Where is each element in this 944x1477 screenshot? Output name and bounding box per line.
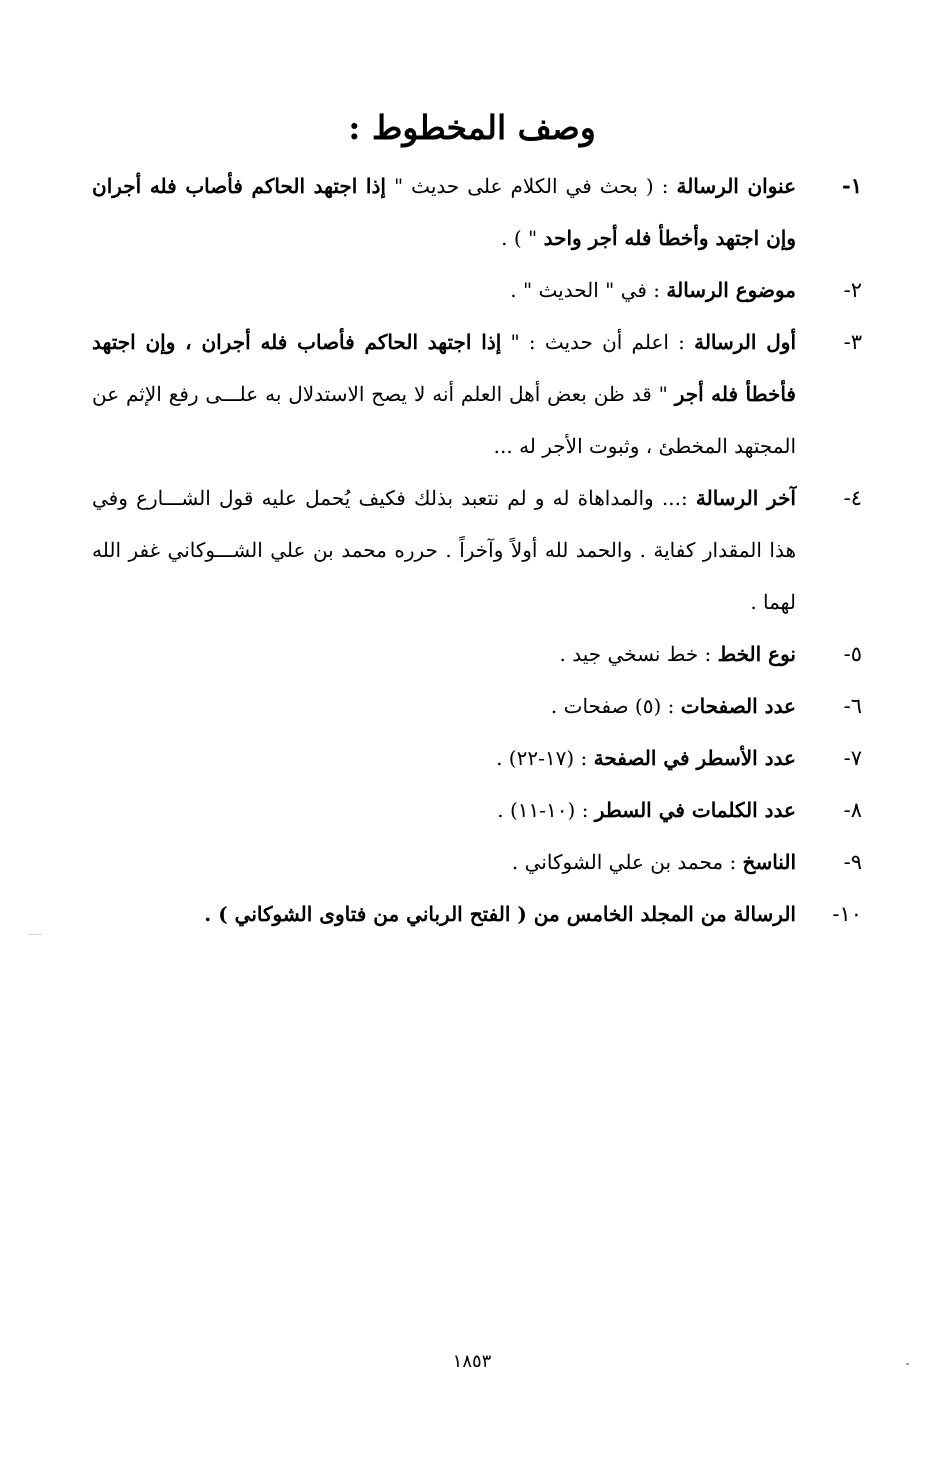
item-label: الناسخ: [742, 850, 796, 874]
list-item-words-per-line: [92, 784, 862, 836]
item-text: :... والمداهاة له و لم نتعبد بذلك فكيف يُحمل عليه قول الشـــارع وفي هذا المقدار كفاية . والحمد لله أولاً وآخراً . حرره محمد بن علي الشـــوكاني غفر الله لهما .: [92, 486, 796, 614]
item-number: ٤-: [843, 486, 862, 510]
scan-speck: [28, 934, 42, 935]
item-number: ١-: [842, 173, 862, 198]
item-text: : (١٠-١١) .: [497, 798, 595, 822]
item-text: : (١٧-٢٢) .: [496, 746, 594, 770]
item-label: الرسالة من المجلد الخامس من ( الفتح الرباني من فتاوى الشوكاني ) .: [204, 902, 796, 926]
item-number: ٣-: [843, 330, 862, 354]
item-body: [92, 784, 796, 836]
item-body: [92, 680, 796, 732]
item-body: [92, 628, 796, 680]
list-item-ending: [92, 472, 862, 628]
item-number: ٧-: [843, 746, 862, 770]
item-text: : خط نسخي جيد .: [559, 642, 718, 666]
scan-speck: [906, 1363, 909, 1365]
item-text: : في " الحديث " .: [510, 278, 667, 302]
item-body: [92, 472, 796, 628]
item-number: ٥-: [843, 642, 862, 666]
item-body: [92, 316, 796, 472]
item-number: ٨-: [843, 798, 862, 822]
item-number: ٩-: [843, 850, 862, 874]
list-item-copyist: [92, 836, 862, 888]
item-body: [92, 732, 796, 784]
item-text: : محمد بن علي الشوكاني .: [511, 850, 743, 874]
item-label: موضوع الرسالة: [666, 278, 796, 302]
item-body: [92, 264, 796, 316]
item-number: ١٠-: [832, 902, 862, 926]
item-text-end: " قد ظن بعض أهل العلم أنه لا يصح الاستدلال به علـــى رفع الإثم عن المجتهد المخطئ ، وثبوت الأجر له ...: [92, 382, 796, 458]
list-item-page-count: [92, 680, 862, 732]
item-text-end: " ) .: [501, 226, 544, 250]
item-label: نوع الخط: [717, 642, 796, 666]
item-label: عنوان الرسالة: [676, 174, 797, 198]
item-body: [92, 836, 796, 888]
list-item-lines-per-page: [92, 732, 862, 784]
item-number: ٦-: [843, 694, 862, 718]
item-body: [92, 160, 796, 264]
item-text: : اعلم أن حديث : ": [501, 330, 695, 354]
item-text: : (٥) صفحات .: [550, 694, 681, 718]
item-label: أول الرسالة: [694, 330, 796, 354]
list-item-script-type: [92, 628, 862, 680]
section-heading: وصف المخطوط :: [348, 108, 596, 147]
list-item-title: [92, 160, 862, 264]
list-item-subject: [92, 264, 862, 316]
item-quote: إذا اجتهد الحاكم فأصاب فله أجران وإن اجتهد وأخطأ فله أجر واحد: [92, 174, 796, 250]
item-number: ٢-: [843, 278, 862, 302]
manuscript-description-list: [92, 160, 862, 940]
list-item-volume: [92, 888, 862, 940]
item-label: عدد الأسطر في الصفحة: [593, 746, 796, 770]
list-item-beginning: [92, 316, 862, 472]
item-body: [92, 888, 796, 940]
page-number: ١٨٥٣: [452, 1351, 492, 1372]
item-quote: إذا اجتهد الحاكم فأصاب فله أجران ، وإن اجتهد فأخطأ فله أجر: [92, 330, 796, 406]
item-label: عدد الصفحات: [680, 694, 796, 718]
item-label: آخر الرسالة: [695, 486, 796, 510]
item-text: : ( بحث في الكلام على حديث ": [385, 174, 677, 198]
item-label: عدد الكلمات في السطر: [594, 798, 796, 822]
